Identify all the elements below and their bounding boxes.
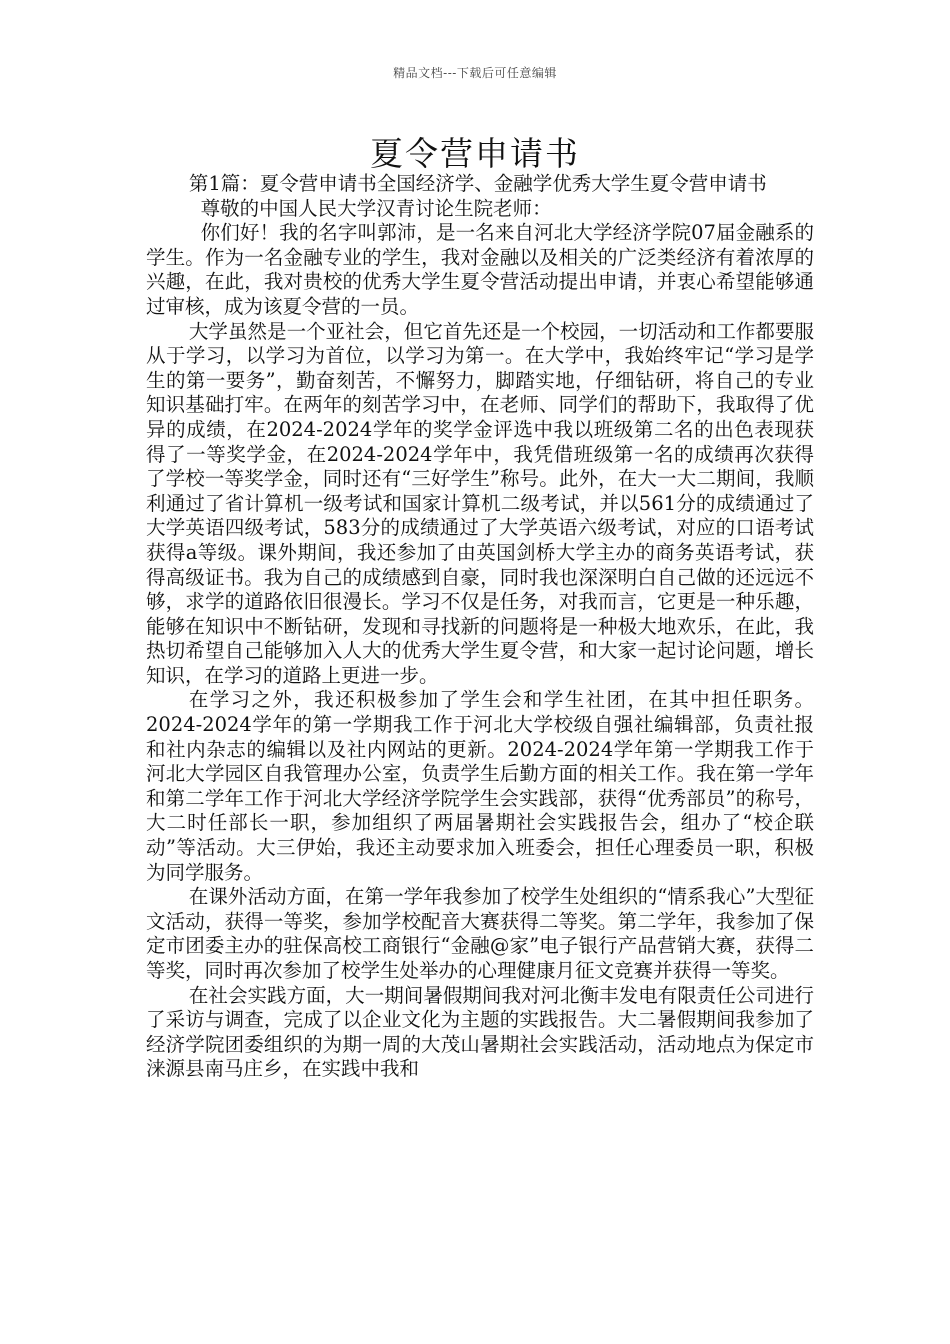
paragraph-social-practice: 在社会实践方面，大一期间暑假期间我对河北衡丰发电有限责任公司进行了采访与调查，完成了以企业文化为主题的实践报告。大二暑假期间我参加了经济学院团委组织的为期一周的大茂山暑期社会实践活动，活动地点为保定市涞源县南马庄乡，在实践中我和 (146, 983, 814, 1081)
paragraph-greeting: 你们好！我的名字叫郭沛，是一名来自河北大学经济学院07届金融系的学生。作为一名金融专业的学生，我对金融以及相关的广泛类经济有着浓厚的兴趣，在此，我对贵校的优秀大学生夏令营活动提出申请，并衷心希望能够通过审核，成为该夏令营的一员。 (146, 221, 814, 318)
paragraph-study: 大学虽然是一个亚社会，但它首先还是一个校园，一切活动和工作都要服从于学习，以学习为首位，以学习为第一。在大学中，我始终牢记“学习是学生的第一要务”，勤奋刻苦，不懈努力，脚踏实地，仔细钻研，将自己的专业知识基础打牢。在两年的刻苦学习中，在老师、同学们的帮助下，我取得了优异的成绩，在2024-2024学年的奖学金评选中我以班级第二名的出色表现获得了一等奖学金，在2024-2024学年中，我凭借班级第一名的成绩再次获得了学校一等奖学金，同时还有“三好学生”称号。此外，在大一大二期间，我顺利通过了省计算机一级考试和国家计算机二级考试，并以561分的成绩通过了大学英语四级考试，583分的成绩通过了大学英语六级考试，对应的口语考试获得a等级。课外期间，我还参加了由英国剑桥大学主办的商务英语考试，获得高级证书。我为自己的成绩感到自豪，同时我也深深明白自己做的还远远不够，求学的道路依旧很漫长。学习不仅是任务，对我而言，它更是一种乐趣，能够在知识中不断钻研，发现和寻找新的问题将是一种极大地欢乐，在此，我热切希望自己能够加入人大的优秀大学生夏令营，和大家一起讨论问题，增长知识，在学习的道路上更进一步。 (146, 319, 814, 687)
paragraph-student-work: 在学习之外，我还积极参加了学生会和学生社团，在其中担任职务。2024-2024学年的第一学期我工作于河北大学校级自强社编辑部，负责社报和社内杂志的编辑以及社内网站的更新。2024-2024学年第一学期我工作于河北大学园区自我管理办公室，负责学生后勤方面的相关工作。我在第一学年和第二学年工作于河北大学经济学院学生会实践部，获得“优秀部员”的称号，大二时任部长一职，参加组织了两届暑期社会实践报告会，组办了“校企联动”等活动。大三伊始，我还主动要求加入班委会，担任心理委员一职，积极为同学服务。 (146, 688, 814, 884)
header-note: 精品文档---下载后可任意编辑 (393, 66, 557, 80)
document-body (146, 172, 814, 1082)
salutation: 尊敬的中国人民大学汉青讨论生院老师： (200, 196, 552, 220)
document-subtitle: 第1篇：夏令营申请书全国经济学、金融学优秀大学生夏令营申请书 (188, 172, 767, 195)
paragraph-extracurricular: 在课外活动方面，在第一学年我参加了校学生处组织的“情系我心”大型征文活动，获得一等奖，参加学校配音大赛获得二等奖。第二学年，我参加了保定市团委主办的驻保高校工商银行“金融@家”电子银行产品营销大赛，获得二等奖，同时再次参加了校学生处举办的心理健康月征文竞赛并获得一等奖。 (146, 885, 814, 982)
document-title: 夏令营申请书 (370, 134, 580, 173)
